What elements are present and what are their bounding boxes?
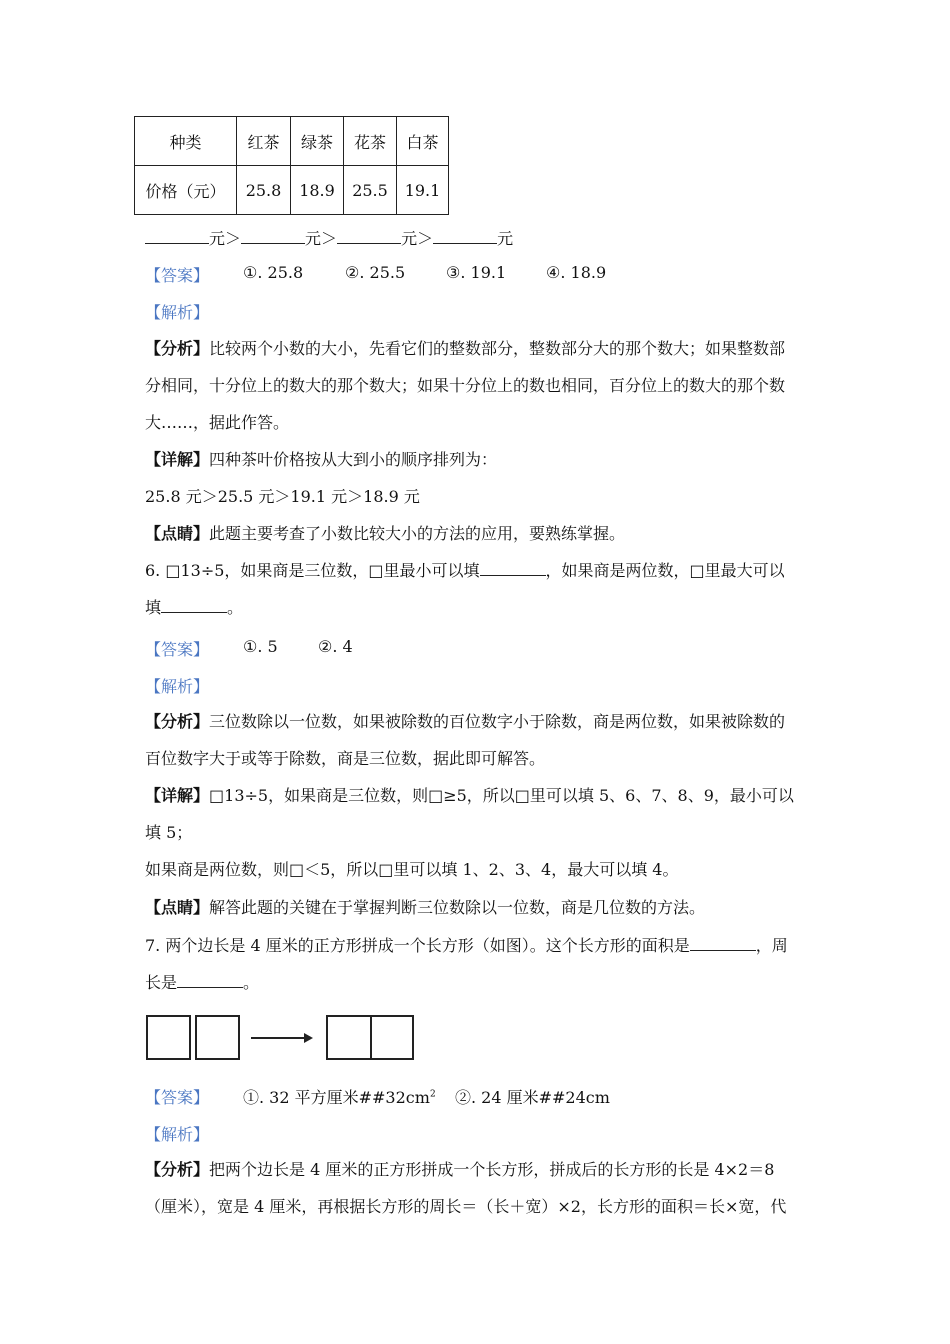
table-header-cell: 红茶 <box>237 117 291 166</box>
text-line: 解答此题的关键在于掌握判断三位数除以一位数，商是几位数的方法。 <box>209 898 706 917</box>
answer-3: ③. 19.1 <box>446 263 507 282</box>
gt-sign: ＞ <box>321 229 338 248</box>
answer-blank <box>161 598 227 613</box>
answer-1: ①. 5 <box>243 637 278 656</box>
analysis-label: 【解析】 <box>145 303 210 322</box>
table-header-cell: 花茶 <box>344 117 397 166</box>
square-figure <box>195 1015 240 1060</box>
text-line: （厘米），宽是 4 厘米，再根据长方形的周长＝（长＋宽）×2，长方形的面积＝长×宽，代 <box>145 1197 787 1216</box>
text-line: 长是 <box>145 973 178 992</box>
answer-label: 【答案】 <box>145 640 210 659</box>
text-line: 填 <box>145 598 162 617</box>
answer-1: ①. 25.8 <box>243 263 304 282</box>
text-line: □13÷5，如果商是三位数，则□≥5，所以□里可以填 5、6、7、8、9，最小可以 <box>209 786 794 805</box>
text-line: 把两个边长是 4 厘米的正方形拼成一个长方形，拼成后的长方形的长是 4×2＝8 <box>209 1160 775 1179</box>
answer-2: ②. 24 厘米##24cm <box>455 1088 610 1107</box>
fenxi-paragraph <box>145 703 785 777</box>
text-line: 百位数字大于或等于除数，商是三位数，据此即可解答。 <box>145 749 546 768</box>
text-line: 此题主要考查了小数比较大小的方法的应用，要熟练掌握。 <box>209 524 626 543</box>
unit-text: 元 <box>497 229 514 248</box>
answer-2: ②. 25.5 <box>345 263 406 282</box>
text-line: 大……，据此作答。 <box>145 413 290 432</box>
arrow-icon <box>250 1030 314 1046</box>
text-line: 四种茶叶价格按从大到小的顺序排列为： <box>209 450 498 469</box>
answer-label: 【答案】 <box>145 1088 210 1107</box>
text-line: ，如果商是两位数，□里最大可以 <box>545 561 785 580</box>
superscript: 2 <box>429 1089 436 1100</box>
table-cell: 25.8 <box>237 166 291 215</box>
comparison-blanks <box>145 226 513 249</box>
unit-text: 元 <box>401 229 418 248</box>
dianjing-tag: 【点睛】 <box>145 524 210 543</box>
dianjing-paragraph <box>145 889 705 926</box>
xiangjie-paragraph <box>145 777 794 888</box>
text-line: 分相同，十分位上的数大的那个数大；如果十分位上的数也相同，百分位上的数大的那个数 <box>145 376 786 395</box>
xiangjie-paragraph <box>145 441 497 515</box>
answer-blank <box>433 229 497 244</box>
table-row <box>135 117 449 166</box>
text-line: 三位数除以一位数，如果被除数的百位数字小于除数，商是两位数，如果被除数的 <box>209 712 786 731</box>
answer-label: 【答案】 <box>145 266 210 285</box>
xiangjie-tag: 【详解】 <box>145 450 210 469</box>
table-cell: 25.5 <box>344 166 397 215</box>
analysis-label: 【解析】 <box>145 1125 210 1144</box>
answer-2: ②. 4 <box>318 637 353 656</box>
text-line: ，周 <box>755 936 788 955</box>
answer-blank <box>480 561 546 576</box>
table-row-label: 价格（元） <box>135 166 237 215</box>
table-cell: 19.1 <box>397 166 449 215</box>
dianjing-tag: 【点睛】 <box>145 898 210 917</box>
text-line: 比较两个小数的大小，先看它们的整数部分，整数部分大的那个数大；如果整数部 <box>209 339 786 358</box>
answer-blank <box>241 229 305 244</box>
fenxi-tag: 【分析】 <box>145 1160 210 1179</box>
answer-4: ④. 18.9 <box>546 263 607 282</box>
text-line: 。 <box>227 598 244 617</box>
text-line: 6. □13÷5，如果商是三位数，□里最小可以填 <box>145 561 480 580</box>
text-line: 7. 两个边长是 4 厘米的正方形拼成一个长方形（如图）。这个长方形的面积是 <box>145 936 690 955</box>
answer-blank <box>690 936 756 951</box>
unit-text: 元 <box>209 229 226 248</box>
fenxi-tag: 【分析】 <box>145 712 210 731</box>
gt-sign: ＞ <box>225 229 242 248</box>
analysis-label: 【解析】 <box>145 677 210 696</box>
question-6 <box>145 552 785 626</box>
gt-sign: ＞ <box>417 229 434 248</box>
fenxi-tag: 【分析】 <box>145 339 210 358</box>
answer-blank <box>145 229 209 244</box>
answer-blank <box>337 229 401 244</box>
answer-blank <box>177 973 243 988</box>
rectangle-divider <box>370 1015 372 1060</box>
tea-price-table <box>134 116 449 215</box>
table-header-cell: 绿茶 <box>291 117 344 166</box>
answer-text: ①. 32 平方厘米##32cm <box>243 1088 430 1107</box>
dianjing-paragraph <box>145 515 625 552</box>
table-cell: 18.9 <box>291 166 344 215</box>
unit-text: 元 <box>305 229 322 248</box>
fenxi-paragraph <box>145 1151 786 1225</box>
xiangjie-tag: 【详解】 <box>145 786 210 805</box>
fenxi-paragraph <box>145 330 785 441</box>
table-row <box>135 166 449 215</box>
table-header-cell: 种类 <box>135 117 237 166</box>
answer-1 <box>243 1085 436 1108</box>
square-figure <box>146 1015 191 1060</box>
question-7 <box>145 927 788 1001</box>
text-line: 25.8 元＞25.5 元＞19.1 元＞18.9 元 <box>145 487 420 506</box>
text-line: 。 <box>243 973 260 992</box>
table-header-cell: 白茶 <box>397 117 449 166</box>
text-line: 填 5； <box>145 823 193 842</box>
text-line: 如果商是两位数，则□＜5，所以□里可以填 1、2、3、4，最大可以填 4。 <box>145 860 679 879</box>
